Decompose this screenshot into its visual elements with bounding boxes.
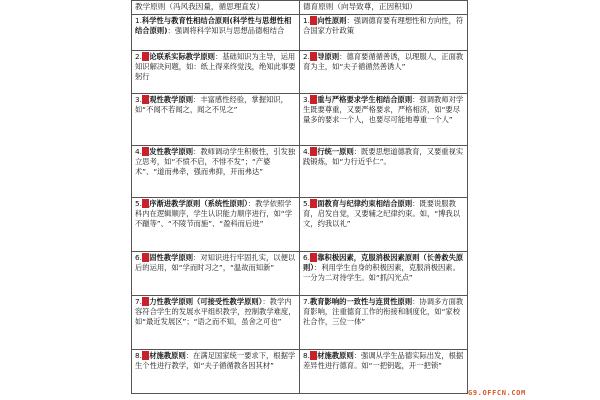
table-row [132,198,468,252]
highlighted-char: 知 [309,147,318,156]
principle-title: 序渐进教学原则（系统性原则） [149,199,248,208]
row-number: 3. [135,95,142,104]
header-teaching-principles: 教学原则（冯风我因量，循思理直发） [132,1,300,15]
row-number: 8. [303,351,310,360]
principle-text: ：强调教师对学生既要尊重，又要严格要求，严格相济，如“要尽量多的要求一个人，也要尽可能地尊重一个人” [303,95,464,125]
table-row [132,252,468,296]
row-number: 4. [135,147,142,156]
principle-text: ：利用学生自身的积极因素，克服消极因素。一分为二对待学生。如“抓闪光点” [303,263,460,283]
principle-title: 行统一原则 [317,147,354,156]
row-number: 4. [303,147,310,156]
table-row [132,51,468,94]
table-row [132,350,468,394]
highlighted-char: 正 [309,199,318,208]
principle-text: ：在满足国家统一要求下，根据学生个性进行教学，如“夫子循循教各因其材” [135,351,296,371]
table-row [132,94,468,146]
watermark: G9.OFFCN.COM [468,389,526,397]
principle-text: ：强调德育要有理想性和方向性，符合国家方针政策 [303,16,464,36]
cell-moral [300,51,468,94]
highlighted-char: 直 [141,95,150,104]
highlighted-char: 导 [309,16,318,25]
principle-text: ：强调将科学知识与思想品德相结合 [167,26,285,36]
highlighted-char: 量 [141,297,150,306]
principle-text: ：教学依照学科内在逻辑顺序，学生认识能力顺序进行，如“学不躐等”、“不陵节而施”、“盈科而后进” [135,199,293,229]
row-number: 6. [135,253,142,262]
cell-moral [300,198,468,252]
cell-teaching [132,296,300,350]
row-number: 5. [135,199,142,208]
cell-moral [300,252,468,296]
highlighted-char: 巩 [141,253,150,262]
cell-moral [300,94,468,146]
principle-text: ：丰富感性经验，掌握知识，如“不闻不若闻之，闻之不见之” [135,95,288,115]
row-number: 5. [303,199,310,208]
row-number: 3. [303,95,310,104]
table-row [132,296,468,350]
principle-text: ：强调从学生品德实际出发，根据差异性进行德育。如“一把钥匙，开一把锁” [303,351,464,371]
principle-text: ：德育要循循善诱，以理服人，正面教育为主，如“夫子循循然善诱人” [303,52,464,72]
principle-text: ：教学内容符合学生的发展水平组织教学，控制教学难度，如“最近发展区”；“语之而不知，虽舍之可也” [135,297,296,327]
principle-text: ：协调多方面教育影响，注重德育工作的衔接和制度化，如“家校社合作，三位一体” [303,297,464,327]
principles-table [131,0,468,394]
principle-title: 观性教学原则 [149,95,194,104]
cell-teaching [132,94,300,146]
principle-title: 重与严格要求学生相结合原则 [317,95,413,104]
cell-teaching [132,146,300,198]
principle-title: 力性教学原则（可接受性教学原则） [149,297,263,306]
principle-title: 固性教学原则 [149,253,194,262]
row-number: 7. [303,297,310,306]
cell-teaching [132,252,300,296]
table-header-row [132,1,468,15]
table-row [132,146,468,198]
highlighted-char: 启 [141,147,150,156]
document-table-page [131,0,468,396]
cell-teaching [132,15,300,51]
highlighted-char: 循 [141,199,150,208]
principle-title: 论联系实际教学原则 [149,52,215,61]
row-number: 1. [135,16,142,25]
row-number: 7. [135,297,142,306]
cell-teaching [132,198,300,252]
highlighted-char: 疏 [309,52,318,61]
row-number: 2. [303,52,310,61]
principle-title: 面教育与纪律约束相结合原则 [317,199,413,208]
row-number: 1. [303,16,310,25]
cell-moral [300,146,468,198]
row-number: 6. [303,253,310,262]
highlighted-char: 尊 [309,95,318,104]
principle-text: ：教师调动学生积极性，引发独立思考，如“不愤不启，不悱不发”；“产婆术”、“道而弗牵，强而弗抑，开而弗达” [135,147,296,177]
principle-text: ：基础知识为主导，运用知识解决问题，如：纸上得来终觉浅，绝知此事要躬行 [135,52,296,82]
highlighted-char: 因 [141,351,150,360]
principle-title: 发性教学原则 [149,147,194,156]
table-row [132,15,468,51]
principle-title: 科学性与教育性相结合原则(科学性与思想性相结合原则) [135,16,292,36]
principle-title: 教育影响的一致性与连贯性原则 [309,297,413,306]
principle-title: 向性原则 [317,16,347,25]
highlighted-char: 理 [141,52,150,61]
principle-title: 靠积极因素，克服消极因素原则（长善救失原则） [303,253,464,273]
highlighted-char: 因 [309,351,318,360]
principle-text: ：既要说服教育，启发自觉，又要辅之纪律约束。如，“博我以文，约我以礼” [303,199,461,229]
cell-teaching [132,350,300,394]
cell-teaching [132,51,300,94]
principle-title: 材施教原则 [149,351,186,360]
principle-title: 导原则 [317,52,340,61]
row-number: 8. [135,351,142,360]
principle-text: ：对知识进行牢固扎实，以便以后的运用，如“学而时习之”，“温故而知新” [135,253,296,273]
principle-text: ：既要思想道德教育，又要重视实践锻炼，如“力行近乎仁”。 [303,147,464,167]
row-number: 2. [135,52,142,61]
cell-moral [300,15,468,51]
highlighted-char: 依 [309,253,318,262]
header-moral-principles: 德育原则（向导致尊，正因积知） [300,1,468,15]
principle-title: 材施教原则 [317,351,354,360]
cell-moral [300,350,468,394]
cell-moral [300,296,468,350]
